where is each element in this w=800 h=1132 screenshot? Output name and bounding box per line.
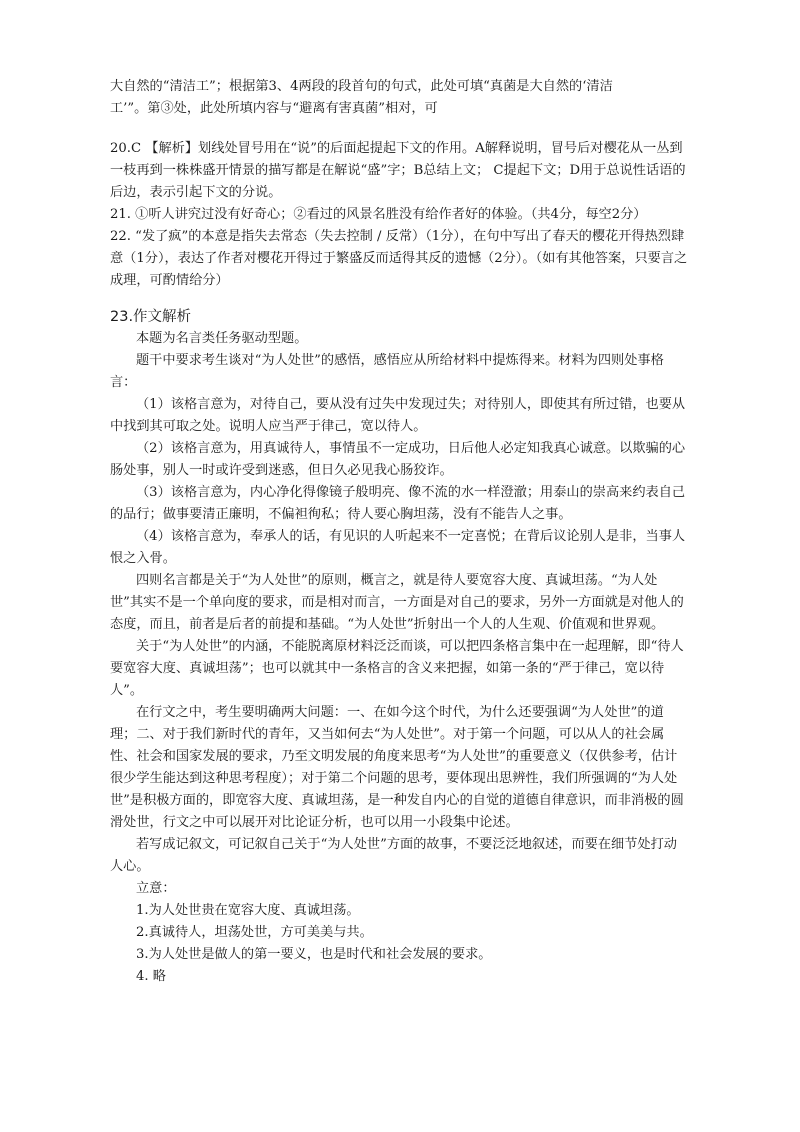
essay-requirement: 题干中要求考生谈对“为人处世”的感悟，感悟应从所给材料中提炼得来。材料为四则处事格言： xyxy=(110,353,664,390)
essay-principle: 四则名言都是关于“为人处世”的原则，概言之，就是待人要宽容大度、真诚坦荡。“为人处世”其实不是一个单向度的要求，而是相对而言，一方面是对自己的要求，另外一方面就是对他人的态度，而且，前者是后者的前提和基础。“为人处世”折射出一个人的人生观、价值观和世界观。 xyxy=(110,573,684,632)
essay-connotation: 关于“为人处世”的内涵，不能脱离原材料泛泛而谈，可以把四条格言集中在一起理解，即“待人要宽容大度、真诚坦荡”；也可以就其中一条格言的含义来把握，如第一条的“严于律己，宽以待人”。 xyxy=(110,639,684,698)
theme-label: 立意： xyxy=(136,881,176,896)
motto-4: （4）该格言意为，奉承人的话，有见识的人听起来不一定喜悦；在背后议论别人是非，当事人恨之入骨。 xyxy=(110,529,686,566)
motto-2: （2）该格言意为，用真诚待人，事情虽不一定成功，日后他人必定知我真心诚意。以欺骗的心肠处事，别人一时或许受到迷惑，但日久必见我心肠狡诈。 xyxy=(110,441,686,478)
document-page xyxy=(110,76,690,988)
answer-20: 20.C 【解析】划线处冒号用在“说”的后面起提起下文的作用。A解释说明，冒号后对樱花从一丛到一枝再到一株株盛开情景的描写都是在解说“盛”字；B总结上文； C提起下文；D用于总说性话语的后边，表示引起下文的分说。 xyxy=(110,141,686,200)
answer-21: 21. ①听人讲究过没有好奇心；②看过的风景名胜没有给作者好的体验。（共4分，每空2分） xyxy=(110,207,647,222)
theme-1: 1.为人处世贵在宽容大度、真诚坦荡。 xyxy=(136,903,360,918)
motto-1: （1）该格言意为，对待自己，要从没有过失中发现过失；对待别人，即使其有所过错，也要从中找到其可取之处。说明人应当严于律己，宽以待人。 xyxy=(110,397,686,434)
essay-narrative: 若写成记叙文，可记叙自己关于“为人处世”方面的故事，不要泛泛地叙述，而要在细节处打动人心。 xyxy=(110,837,677,874)
theme-3: 3.为人处世是做人的第一要义，也是时代和社会发展的要求。 xyxy=(136,947,492,962)
theme-2: 2.真诚待人，坦荡处世，方可美美与共。 xyxy=(136,925,373,940)
answer-22: 22. “发了疯”的本意是指失去常态（失去控制 / 反常）（1分），在句中写出了春天的樱花开得热烈肆意（1分），表达了作者对樱花开得过于繁盛反而适得其反的遗憾（2分）。（如有其他答案，只要言之成理，可酌情给分） xyxy=(110,229,688,288)
essay-type: 本题为名言类任务驱动型题。 xyxy=(136,331,308,346)
essay-writing-guidance: 在行文之中，考生要明确两大问题：一、在如今这个时代，为什么还要强调“为人处世”的道理；二、对于我们新时代的青年，又当如何去“为人处世”。对于第一个问题，可以从人的社会属性、社会和国家发展的要求，乃至文明发展的角度来思考“为人处世”的重要意义（仅供参考，估计很少学生能达到这种思考程度）；对于第二个问题的思考，要体现出思辨性，我们所强调的“为人处世”是积极方面的，即宽容大度、真诚坦荡，是一种发自内心的自觉的道德自律意识，而非消极的圆滑处世，行文之中可以展开对比论证分析，也可以用一小段集中论述。 xyxy=(110,705,684,830)
motto-3: （3）该格言意为，内心净化得像镜子般明亮、像不流的水一样澄澈；用泰山的崇高来约表自己的品行；做事要清正廉明，不偏袒徇私；待人要心胸坦荡，没有不能告人之事。 xyxy=(110,485,686,522)
intro-line-1: 大自然的“清洁工”；根据第3、4两段的段首句的句式，此处可填“真菌是大自然的‘清洁 xyxy=(110,79,613,94)
theme-4: 4. 略 xyxy=(136,969,166,984)
intro-line-2: 工’”。第③处，此处所填内容与“避离有害真菌”相对，可 xyxy=(110,101,438,116)
essay-heading: 23.作文解析 xyxy=(110,309,192,325)
